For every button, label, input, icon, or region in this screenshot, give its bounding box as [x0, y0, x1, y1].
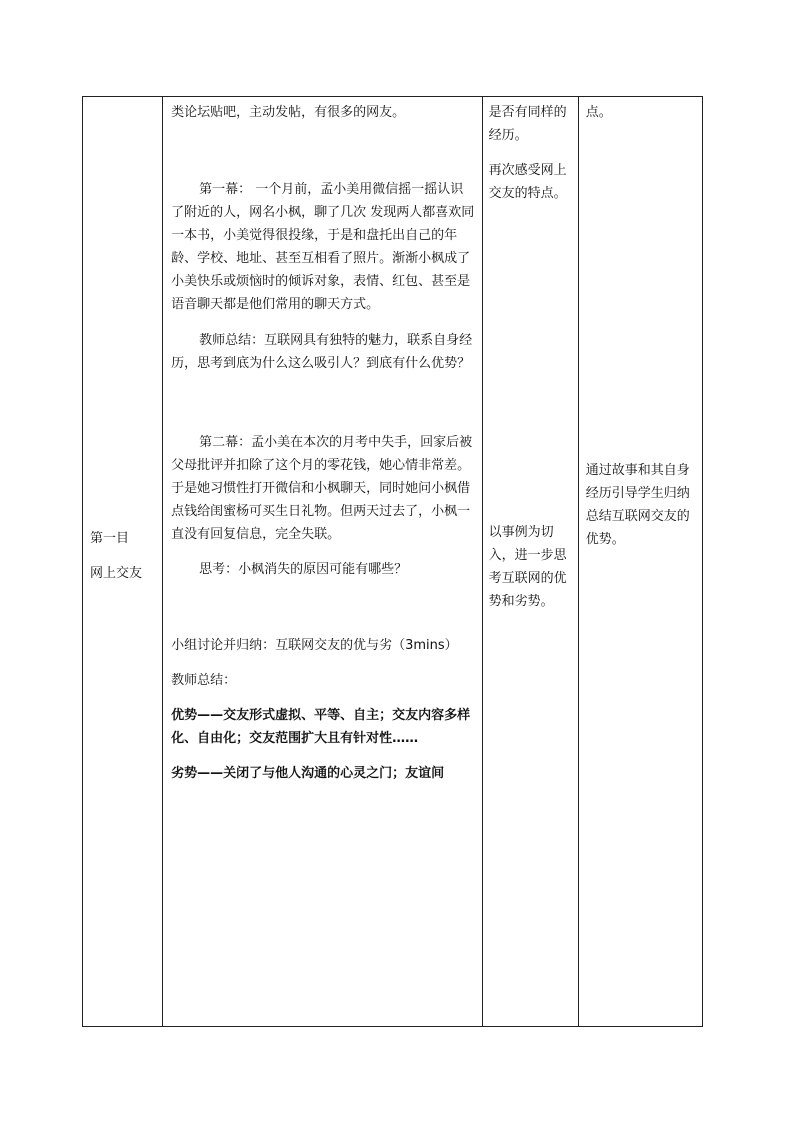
activity-text: 是否有同样的经历。	[488, 105, 567, 143]
intent-cell	[578, 97, 702, 1027]
topic-cell	[83, 97, 163, 1027]
group-discussion-paragraph: 小组讨论并归纳：互联网交友的优与劣（3mins）	[171, 638, 458, 653]
think-question-paragraph: 思考：小枫消失的原因可能有哪些？	[199, 562, 408, 577]
activity-text: 再次感受网上交友的特点。	[488, 163, 567, 201]
topic-section-number: 第一目	[90, 530, 130, 546]
scene-one-paragraph: 第一幕： 一个月前，孟小美用微信摇一摇认识了附近的人，网名小枫，聊了几次 发现两人都喜欢同一本书，小美觉得很投缘，于是和盘托出自己的年龄、学校、地址、甚至互相看了照片。渐渐小枫成了小美快乐或烦恼时的倾诉对象，表情、红包、甚至是语音聊天都是他们常用的聊天方式。	[171, 182, 475, 312]
content-cell	[163, 97, 483, 1027]
teacher-summary-label: 教师总结：	[171, 673, 237, 688]
table-row	[83, 97, 703, 1027]
advantages-paragraph: 优势——交友形式虚拟、平等、自主；交友内容多样化、自由化；交友范围扩大且有针对性……	[171, 708, 471, 746]
activity-text: 以事例为切入，进一步思考互联网的优势和劣势。	[488, 525, 567, 609]
teacher-summary-paragraph: 教师总结：互联网具有独特的魅力，联系自身经历，思考到底为什么这么吸引人？到底有什么优势？	[171, 333, 473, 371]
topic-section-title: 网上交友	[90, 565, 143, 581]
content-paragraph: 类论坛贴吧，主动发帖，有很多的网友。	[171, 105, 406, 120]
scene-two-paragraph: 第二幕：孟小美在本次的月考中失手，回家后被父母批评并扣除了这个月的零花钱，她心情非常差。于是她习惯性打开微信和小枫聊天，同时她问小枫借点钱给闺蜜杨可买生日礼物。但两天过去了，小枫一直没有回复信息，完全失联。	[171, 435, 473, 542]
intent-text: 点。	[585, 105, 612, 120]
intent-text: 通过故事和其自身经历引导学生归纳总结互联网交友的优势。	[585, 463, 690, 547]
activity-cell	[482, 97, 578, 1027]
lesson-plan-table	[82, 96, 703, 1027]
disadvantages-paragraph: 劣势——关闭了与他人沟通的心灵之门；友谊间	[171, 766, 445, 781]
